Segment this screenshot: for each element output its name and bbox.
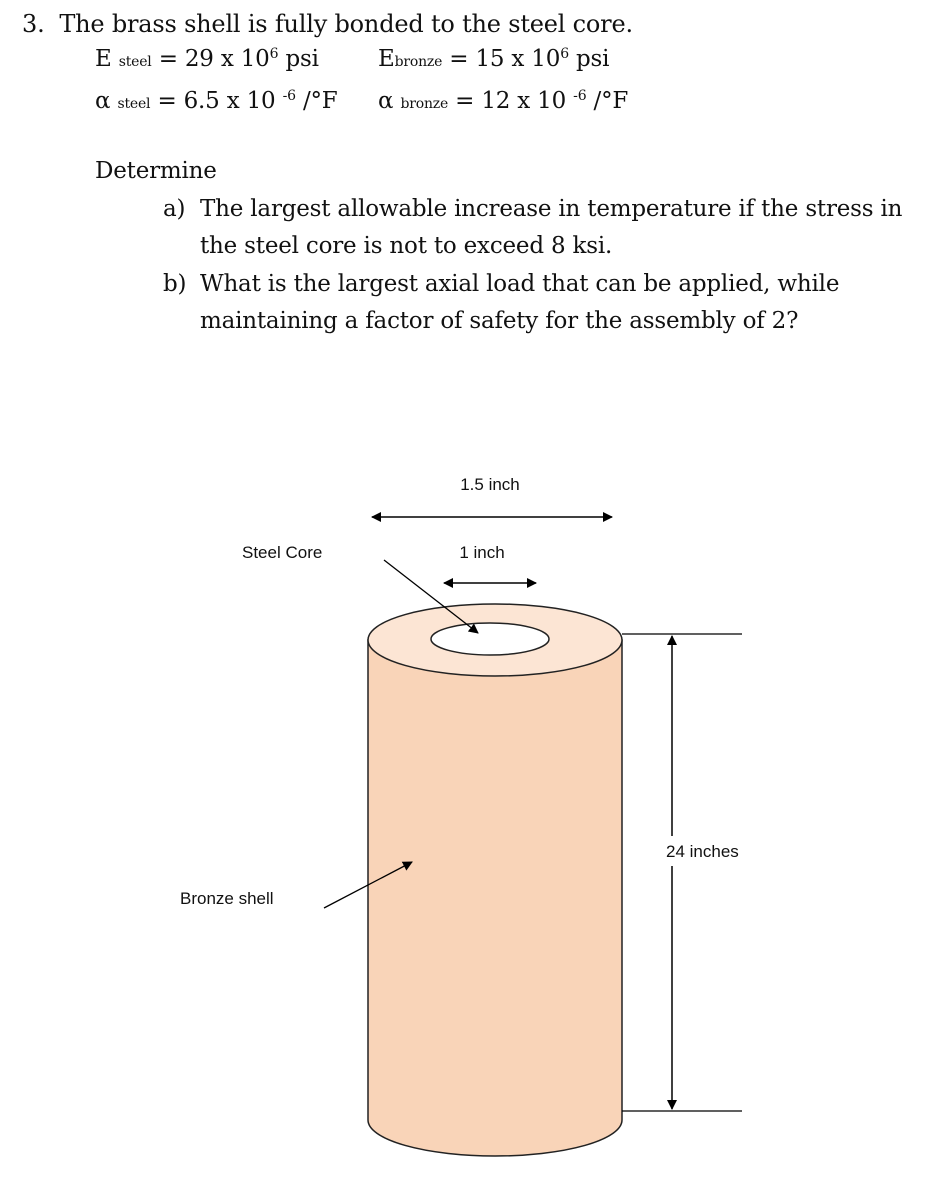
part-a-line2: the steel core is not to exceed 8 ksi. xyxy=(200,233,613,259)
bronze-shell-body xyxy=(368,640,622,1156)
part-b-label: b) xyxy=(163,271,187,297)
length-dim-label: 24 inches xyxy=(666,842,739,861)
problem-statement: 3. The brass shell is fully bonded to the steel core. xyxy=(22,10,633,38)
part-a-label: a) xyxy=(163,196,186,222)
e-steel: E steel = 29 x $10^6$ psi xyxy=(95,46,319,72)
determine-heading: Determine xyxy=(95,158,217,184)
steel-core-label: Steel Core xyxy=(242,543,323,562)
part-b-line2: maintaining a factor of safety for the assembly of 2? xyxy=(200,308,799,334)
outer-dim-label: 1.5 inch xyxy=(460,475,520,494)
bronze-shell-label: Bronze shell xyxy=(180,889,274,908)
alpha-steel: α steel = 6.5 x 10 $^{-6}$ /°F xyxy=(95,88,338,114)
inner-dim-label: 1 inch xyxy=(459,543,505,562)
part-a-line1: The largest allowable increase in temperature if the stress in xyxy=(200,196,903,222)
steel-core-hole xyxy=(431,623,549,655)
part-b-line1: What is the largest axial load that can be applied, while xyxy=(200,271,840,297)
e-bronze: Ebronze = 15 x $10^6$ psi xyxy=(378,46,610,72)
alpha-bronze: α bronze = 12 x 10 $^{-6}$ /°F xyxy=(378,88,629,114)
